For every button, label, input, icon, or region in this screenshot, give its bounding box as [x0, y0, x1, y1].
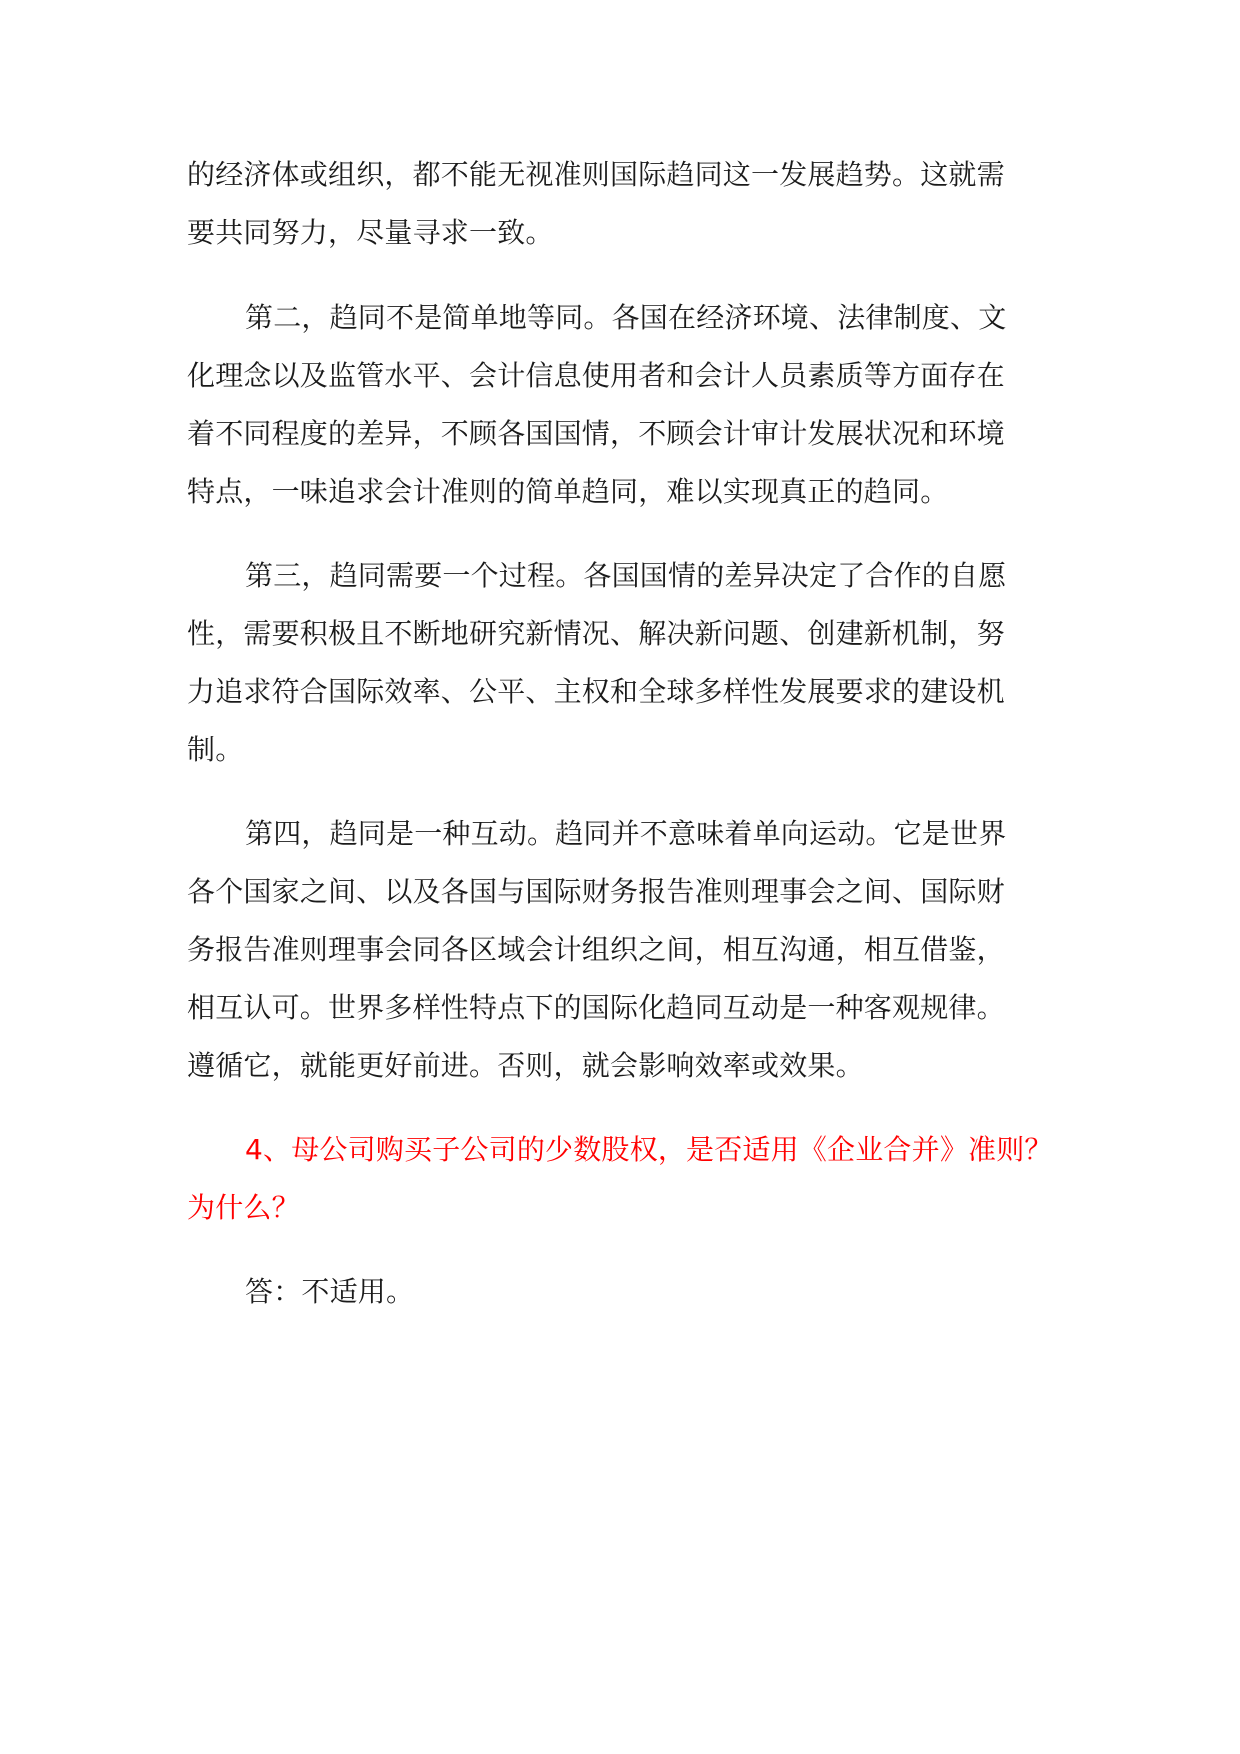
paragraph-fourth-line-5: 遵循它，就能更好前进。否则，就会影响效率或效果。: [187, 1049, 864, 1082]
paragraph-fourth-line-1: 第四，趋同是一种互动。趋同并不意味着单向运动。它是世界: [245, 817, 1007, 850]
paragraph-second-line-1: 第二，趋同不是简单地等同。各国在经济环境、法律制度、文: [245, 301, 1007, 334]
paragraph-second-line-2: 化理念以及监管水平、会计信息使用者和会计人员素质等方面存在: [187, 359, 1005, 392]
paragraph-fourth-line-3: 务报告准则理事会同各区域会计组织之间，相互沟通，相互借鉴，: [187, 933, 1005, 966]
paragraph-third-line-2: 性，需要积极且不断地研究新情况、解决新问题、创建新机制，努: [187, 617, 1005, 650]
paragraph-third-line-3: 力追求符合国际效率、公平、主权和全球多样性发展要求的建设机: [187, 675, 1005, 708]
paragraph-intro-line-1: 的经济体或组织，都不能无视准则国际趋同这一发展趋势。这就需: [187, 158, 1005, 191]
paragraph-second-line-4: 特点，一味追求会计准则的简单趋同，难以实现真正的趋同。: [187, 475, 949, 508]
paragraph-intro-line-2: 要共同努力，尽量寻求一致。: [187, 216, 554, 249]
question-heading-line-2: 为什么？: [187, 1191, 300, 1224]
paragraph-third-line-1: 第三，趋同需要一个过程。各国国情的差异决定了合作的自愿: [245, 559, 1007, 592]
paragraph-fourth-line-2: 各个国家之间、以及各国与国际财务报告准则理事会之间、国际财: [187, 875, 1005, 908]
question-heading-line-1: 4、母公司购买子公司的少数股权，是否适用《企业合并》准则？: [245, 1133, 1053, 1166]
paragraph-second-line-3: 着不同程度的差异，不顾各国国情，不顾会计审计发展状况和环境: [187, 417, 1005, 450]
paragraph-fourth-line-4: 相互认可。世界多样性特点下的国际化趋同互动是一种客观规律。: [187, 991, 1005, 1024]
answer-text: 答：不适用。: [245, 1275, 415, 1308]
paragraph-third-line-4: 制。: [187, 733, 244, 766]
